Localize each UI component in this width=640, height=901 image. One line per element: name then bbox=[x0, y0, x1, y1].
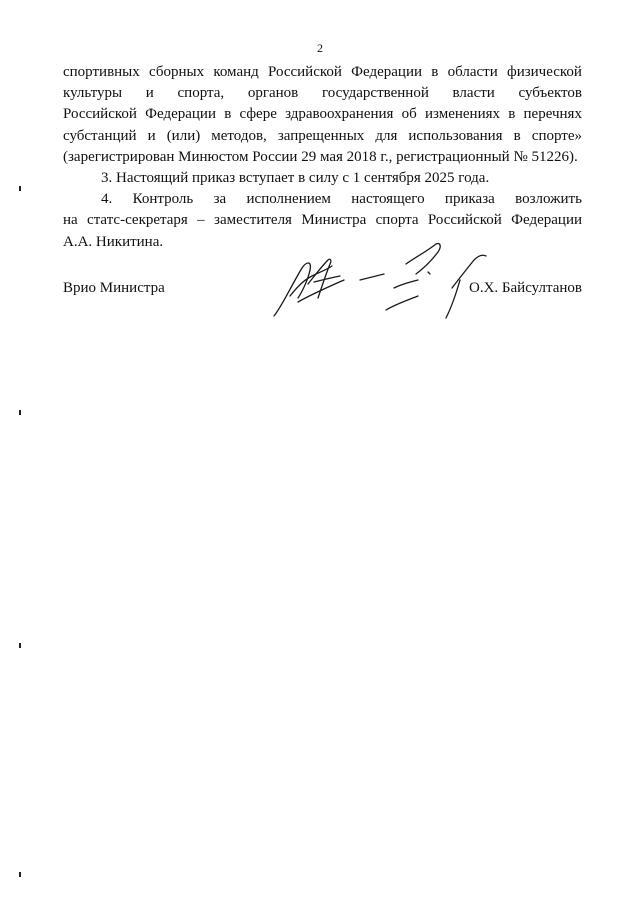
scan-margin-mark bbox=[19, 410, 21, 415]
word: заместителя bbox=[214, 212, 292, 229]
word: запрещенных bbox=[277, 127, 365, 144]
handwritten-signature bbox=[268, 236, 498, 326]
word: власти bbox=[452, 85, 495, 102]
word: в bbox=[431, 64, 439, 80]
signatory-role: Врио Министра bbox=[63, 280, 165, 296]
paragraph-line bbox=[63, 126, 582, 147]
item-4-line bbox=[63, 189, 582, 210]
word: использования bbox=[408, 127, 503, 144]
word: методов, bbox=[211, 127, 267, 144]
signatory-name: О.Х. Байсултанов bbox=[468, 280, 582, 296]
paragraph-line bbox=[63, 83, 582, 104]
page-number: 2 bbox=[317, 41, 323, 55]
word: для bbox=[375, 127, 398, 144]
item-4-line: А.А. Никитина. bbox=[63, 233, 164, 250]
item-4-line bbox=[63, 210, 582, 231]
word: возложить bbox=[515, 191, 582, 208]
word: сфере bbox=[239, 106, 277, 123]
word: за bbox=[213, 191, 227, 208]
word: спортивных bbox=[63, 64, 140, 80]
word: на bbox=[63, 212, 78, 229]
paragraph-line bbox=[63, 62, 582, 83]
item-3-text: 3. Настоящий приказ вступает в силу с 1 сентября 2025 года. bbox=[101, 169, 490, 186]
word: спорта, bbox=[177, 85, 225, 102]
word: Контроль bbox=[132, 191, 194, 208]
word: исполнением bbox=[246, 191, 331, 208]
word: сборных bbox=[149, 64, 205, 80]
word: в bbox=[224, 106, 232, 123]
word: в bbox=[513, 127, 521, 144]
word: настоящего bbox=[351, 191, 425, 208]
word: перечнях bbox=[523, 106, 582, 123]
word: Российской bbox=[268, 64, 342, 80]
word: и bbox=[145, 85, 154, 102]
word: субъектов bbox=[518, 85, 582, 102]
word: Федерации bbox=[511, 212, 582, 229]
word: Федерации bbox=[351, 64, 423, 80]
word: культуры bbox=[63, 85, 123, 102]
word: органов bbox=[247, 85, 299, 102]
word: государственной bbox=[321, 85, 429, 102]
paragraph-line: (зарегистрирован Минюстом России 29 мая 2018 г., регистрационный № 51226). bbox=[63, 148, 578, 165]
word: Министра bbox=[301, 212, 367, 229]
word: – bbox=[197, 212, 205, 229]
word: субстанций bbox=[63, 127, 137, 144]
word: статс-секретаря bbox=[87, 212, 188, 229]
word: 4. bbox=[101, 191, 113, 208]
word: и bbox=[147, 127, 156, 144]
word: приказа bbox=[444, 191, 495, 208]
word: команд bbox=[213, 64, 259, 80]
scan-margin-mark bbox=[19, 643, 21, 648]
word: об bbox=[401, 106, 417, 123]
scan-margin-mark bbox=[19, 872, 21, 877]
word: спорте» bbox=[531, 127, 582, 144]
word: Российской bbox=[427, 212, 502, 229]
word: здравоохранения bbox=[285, 106, 394, 123]
word: (или) bbox=[166, 127, 201, 144]
word: Федерации bbox=[145, 106, 216, 123]
word: изменениях bbox=[424, 106, 501, 123]
word: спорта bbox=[375, 212, 419, 229]
paragraph-line bbox=[63, 104, 582, 125]
word: области bbox=[447, 64, 498, 80]
word: в bbox=[508, 106, 516, 123]
scan-margin-mark bbox=[19, 186, 21, 191]
word: физической bbox=[506, 64, 582, 80]
document-body bbox=[63, 62, 582, 253]
word: Российской bbox=[63, 106, 137, 123]
